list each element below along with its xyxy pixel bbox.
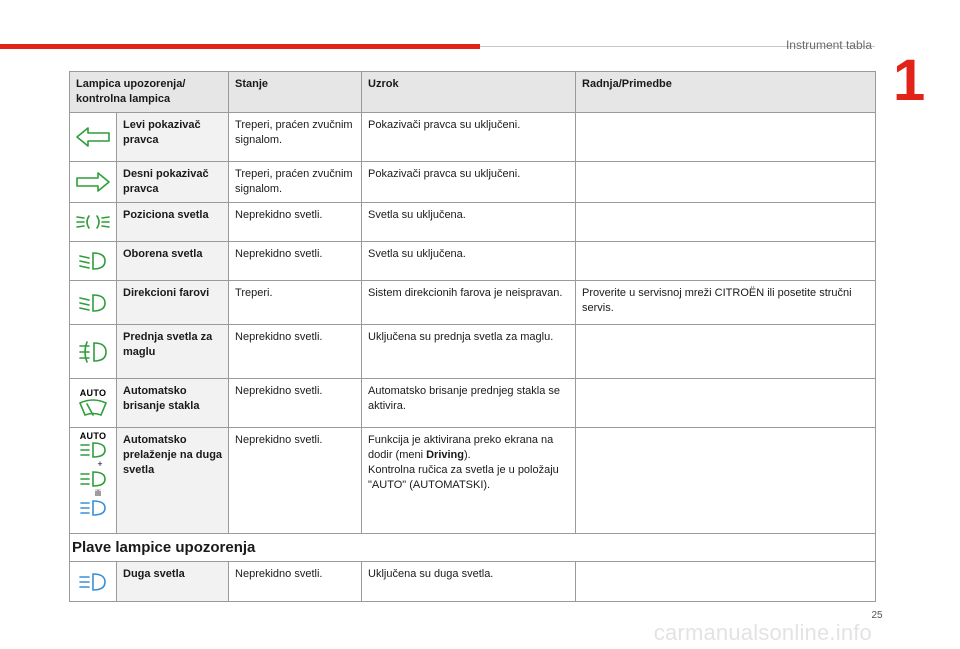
table-header-row xyxy=(70,72,876,113)
auto-label: AUTO xyxy=(79,431,107,441)
lamp-name: Levi pokazivač pravca xyxy=(117,113,229,162)
cause-text-2: Kontrolna ručica za svetla je u položaju "AUTO" (AUTOMATSKI). xyxy=(368,464,559,491)
auto-high-beam-icon xyxy=(78,441,108,459)
front-fog-icon xyxy=(77,340,109,364)
table-row xyxy=(70,113,876,162)
lamp-state: Treperi, praćen zvučnim signalom. xyxy=(229,113,362,162)
table-row xyxy=(70,428,876,534)
header-state: Stanje xyxy=(229,72,362,113)
lamp-state: Neprekidno svetli. xyxy=(229,325,362,379)
table-row xyxy=(70,281,876,325)
lamp-action xyxy=(576,428,876,534)
auto-wiper-icon xyxy=(77,398,109,418)
lamp-icon-cell xyxy=(70,203,117,242)
lamp-cause: Automatsko brisanje prednjeg stakla se aktivira. xyxy=(362,379,576,428)
lamp-state: Treperi, praćen zvučnim signalom. xyxy=(229,162,362,203)
lamp-cause: Pokazivači pravca su uključeni. xyxy=(362,162,576,203)
cause-text: Funkcija je aktivirana preko ekrana na dodir (meni xyxy=(368,434,554,461)
cause-text-end: ). xyxy=(464,449,471,461)
arrow-right-icon xyxy=(75,171,111,193)
lamp-name: Desni pokazivač pravca xyxy=(117,162,229,203)
table-row xyxy=(70,203,876,242)
lamp-state: Neprekidno svetli. xyxy=(229,562,362,602)
lamp-state: Neprekidno svetli. xyxy=(229,428,362,534)
chapter-number: 1 xyxy=(893,48,926,113)
high-beam-green-icon xyxy=(78,470,108,488)
lamp-name: Duga svetla xyxy=(117,562,229,602)
lamp-state: Neprekidno svetli. xyxy=(229,242,362,281)
lamp-action xyxy=(576,242,876,281)
section-title: Instrument tabla xyxy=(785,38,872,52)
lamp-cause: Svetla su uključena. xyxy=(362,242,576,281)
lamp-action xyxy=(576,325,876,379)
lamp-action xyxy=(576,562,876,602)
arrow-left-icon xyxy=(75,126,111,148)
lamp-state: Neprekidno svetli. xyxy=(229,203,362,242)
lamp-icon-cell xyxy=(70,325,117,379)
header-red-bar xyxy=(0,44,480,49)
lamp-icon-cell xyxy=(70,162,117,203)
lamp-name: Oborena svetla xyxy=(117,242,229,281)
lamp-icon-cell xyxy=(70,113,117,162)
header-cause: Uzrok xyxy=(362,72,576,113)
lamp-state: Treperi. xyxy=(229,281,362,325)
lamp-cause: Sistem direkcionih farova je neispravan. xyxy=(362,281,576,325)
lamp-name: Automatsko prelaženje na duga svetla xyxy=(117,428,229,534)
high-beam-icon xyxy=(77,571,109,593)
warning-lamps-table xyxy=(69,71,876,602)
table-row xyxy=(70,562,876,602)
position-lights-icon xyxy=(75,212,111,232)
lamp-name: Poziciona svetla xyxy=(117,203,229,242)
lamp-cause: Pokazivači pravca su uključeni. xyxy=(362,113,576,162)
lamp-cause: Uključena su prednja svetla za maglu. xyxy=(362,325,576,379)
lamp-action: Proverite u servisnoj mreži CITROËN ili posetite stručni servis. xyxy=(576,281,876,325)
table-row xyxy=(70,242,876,281)
lamp-icon-cell xyxy=(70,281,117,325)
header-action: Radnja/Primedbe xyxy=(576,72,876,113)
lamp-action xyxy=(576,379,876,428)
menu-name: Driving xyxy=(426,449,464,461)
lamp-name: Prednja svetla za maglu xyxy=(117,325,229,379)
lamp-icon-cell xyxy=(70,562,117,602)
lamp-name: Direkcioni farovi xyxy=(117,281,229,325)
lamp-icon-cell xyxy=(70,242,117,281)
or-label: ili xyxy=(95,488,101,498)
lamp-icon-cell xyxy=(70,379,117,428)
directional-headlamp-icon xyxy=(77,292,109,314)
lamp-state: Neprekidno svetli. xyxy=(229,379,362,428)
low-beam-icon xyxy=(77,250,109,272)
high-beam-blue-icon xyxy=(78,499,108,517)
header-lamp: Lampica upozorenja/ kontrolna lampica xyxy=(70,72,229,113)
auto-label: AUTO xyxy=(79,388,107,398)
lamp-name: Automatsko brisanje stakla xyxy=(117,379,229,428)
lamp-icon-cell xyxy=(70,428,117,534)
section-heading-row xyxy=(70,534,876,562)
lamp-action xyxy=(576,113,876,162)
page-number: 25 xyxy=(871,610,883,621)
watermark: carmanualsonline.info xyxy=(653,620,872,645)
table-row xyxy=(70,162,876,203)
plus-label: + xyxy=(97,459,103,469)
lamp-cause: Uključena su duga svetla. xyxy=(362,562,576,602)
blue-section-title: Plave lampice upozorenja xyxy=(70,534,876,562)
lamp-action xyxy=(576,203,876,242)
lamp-cause xyxy=(362,428,576,534)
table-row xyxy=(70,325,876,379)
lamp-cause: Svetla su uključena. xyxy=(362,203,576,242)
lamp-action xyxy=(576,162,876,203)
table-row xyxy=(70,379,876,428)
